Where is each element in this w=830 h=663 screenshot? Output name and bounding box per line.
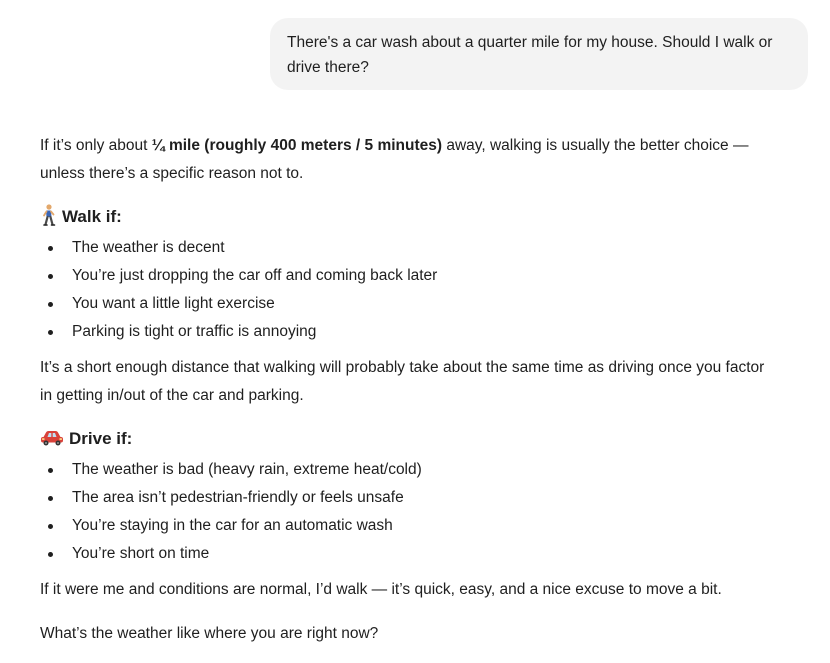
walk-note-line: It’s a short enough distance that walking will probably take about the same time as driving once you factor <box>40 359 765 376</box>
intro-text: away, walking is usually the better choice — <box>442 137 749 154</box>
list-item: You’re short on time <box>40 540 810 568</box>
list-item: You’re just dropping the car off and coming back later <box>40 262 810 290</box>
user-message-line: There's a car wash about a quarter mile for my house. Should I walk or <box>287 34 773 51</box>
list-item: You’re staying in the car for an automatic wash <box>40 512 810 540</box>
user-message-bubble <box>270 18 808 90</box>
reply-conclusion: If it were me and conditions are normal, I’d walk — it’s quick, easy, and a nice excuse to move a bit. <box>40 581 722 598</box>
intro-text: unless there’s a specific reason not to. <box>40 165 304 182</box>
list-item: The weather is decent <box>40 234 810 262</box>
drive-heading <box>40 424 810 454</box>
car-icon <box>40 428 64 451</box>
list-item: Parking is tight or traffic is annoying <box>40 318 810 346</box>
walk-list <box>40 234 810 346</box>
list-item: The weather is bad (heavy rain, extreme heat/cold) <box>40 456 810 484</box>
walk-note-line: in getting in/out of the car and parking. <box>40 387 304 404</box>
intro-text: If it’s only about <box>40 137 152 154</box>
person-walking-icon <box>40 204 57 231</box>
drive-list <box>40 456 810 568</box>
walk-note <box>40 354 810 410</box>
list-item: You want a little light exercise <box>40 290 810 318</box>
assistant-reply <box>40 132 810 648</box>
list-item: The area isn’t pedestrian-friendly or feels unsafe <box>40 484 810 512</box>
walk-heading <box>40 202 810 232</box>
user-message-line: drive there? <box>287 59 369 76</box>
reply-question: What’s the weather like where you are right now? <box>40 625 379 642</box>
reply-intro <box>40 132 810 188</box>
drive-heading-label: Drive if: <box>69 429 133 448</box>
walk-heading-label: Walk if: <box>62 207 122 226</box>
intro-bold-distance: ¼ mile (roughly 400 meters / 5 minutes) <box>151 137 443 154</box>
